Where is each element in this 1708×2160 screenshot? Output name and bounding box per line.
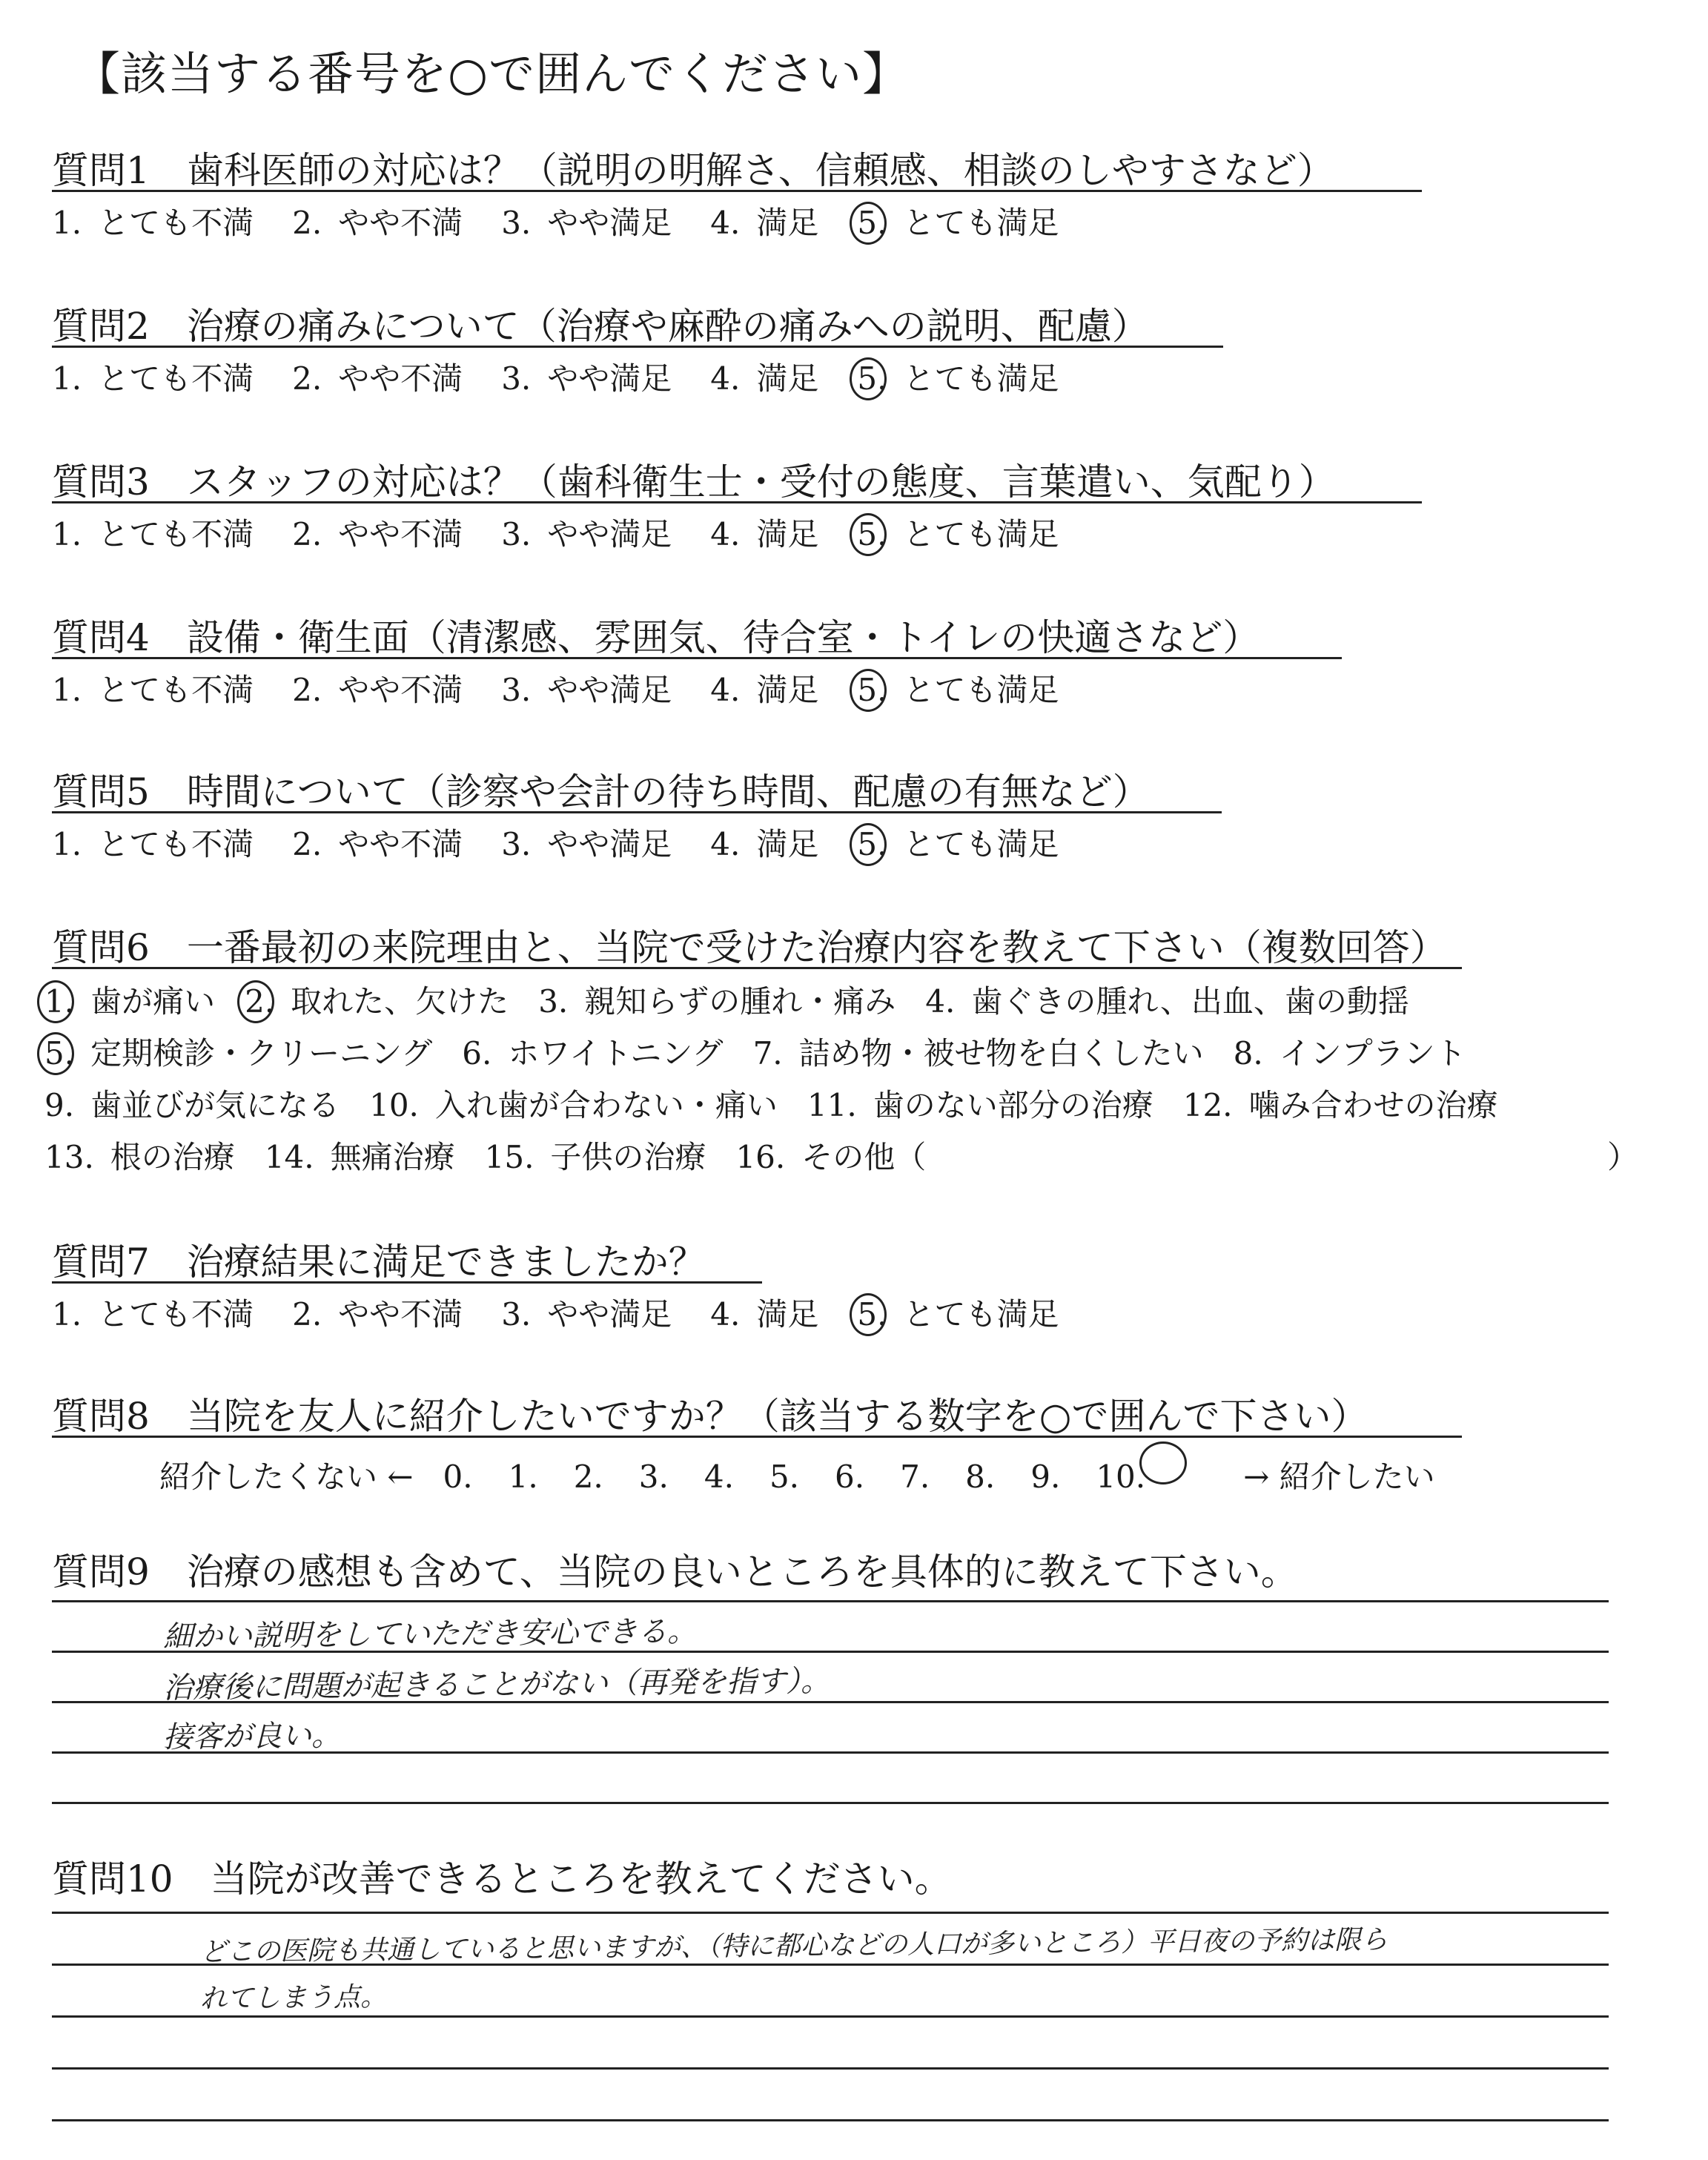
option-number: 2. <box>292 672 322 708</box>
question-3 <box>52 452 1336 506</box>
option-label: やや不満 <box>338 516 463 552</box>
option-label: とても不満 <box>98 826 254 862</box>
question-10 <box>52 1849 952 1903</box>
question-9 <box>52 1542 1298 1596</box>
option-label: 満足 <box>756 516 819 552</box>
option-item[interactable] <box>1183 1081 1498 1126</box>
question-underline <box>52 967 1462 969</box>
answer-line <box>52 2119 1609 2121</box>
option-label: 満足 <box>756 360 819 397</box>
question-number: 質問2 <box>52 305 150 348</box>
option-number: 5. <box>857 205 887 241</box>
answer-line <box>52 2015 1609 2018</box>
option-item[interactable] <box>710 666 818 710</box>
option-label: やや不満 <box>338 205 463 241</box>
option-item[interactable] <box>857 354 1059 399</box>
option-label: とても満足 <box>903 360 1059 397</box>
q8-scale <box>159 1444 1435 1497</box>
scale-number[interactable]: 7. <box>900 1459 930 1495</box>
option-item[interactable] <box>44 977 215 1022</box>
option-number: 15. <box>484 1139 534 1175</box>
question-7 <box>52 1232 706 1286</box>
option-label: インプラント <box>1279 1035 1466 1071</box>
q1-options <box>52 199 1097 243</box>
option-label: 歯が痛い <box>90 983 216 1020</box>
selection-circle-icon <box>37 980 74 1023</box>
option-number: 4. <box>710 516 741 552</box>
handwritten-answer: れてしまう点。 <box>199 1981 388 2015</box>
option-item[interactable] <box>710 820 818 865</box>
option-number: 1. <box>52 516 82 552</box>
option-label: ホワイトニング <box>508 1035 724 1071</box>
question-text: 設備・衛生面（清潔感、雰囲気、待合室・トイレの快適さなど） <box>186 616 1260 659</box>
scale-right-label: → 紹介したい <box>1243 1459 1435 1495</box>
question-text: スタッフの対応は？（歯科衛生士・受付の態度、言葉遣い、気配り） <box>186 460 1336 503</box>
option-label: やや満足 <box>547 516 672 552</box>
option-item[interactable] <box>44 1081 340 1126</box>
scale-number[interactable]: 3. <box>638 1459 669 1495</box>
option-number: 1. <box>52 672 82 708</box>
question-number: 質問6 <box>52 926 150 969</box>
selection-circle-icon <box>850 1293 887 1336</box>
question-8 <box>52 1387 1368 1440</box>
selection-circle-icon <box>850 513 887 556</box>
option-number: 1. <box>52 1296 82 1332</box>
question-text: 治療結果に満足できましたか？ <box>186 1241 706 1284</box>
option-number: 2. <box>292 516 322 552</box>
option-item[interactable] <box>52 199 254 243</box>
option-number: 12. <box>1182 1087 1233 1123</box>
option-item[interactable] <box>807 1081 1153 1126</box>
option-number: 3. <box>501 826 532 862</box>
answer-line <box>52 1912 1609 1914</box>
option-item[interactable] <box>857 820 1059 865</box>
selection-circle-icon <box>850 823 887 866</box>
option-item[interactable] <box>925 977 1409 1022</box>
option-item[interactable] <box>292 666 463 710</box>
option-item[interactable] <box>52 354 254 399</box>
option-number: 1. <box>52 205 82 241</box>
option-label: とても不満 <box>98 360 254 397</box>
option-label: とても満足 <box>903 205 1059 241</box>
option-label: とても不満 <box>98 672 254 708</box>
option-number: 9. <box>44 1087 75 1123</box>
option-number: 4. <box>925 983 956 1020</box>
option-label: 満足 <box>756 205 819 241</box>
handwritten-answer: 接客が良い。 <box>162 1718 342 1755</box>
q6-row-1 <box>44 977 1439 1022</box>
option-item[interactable] <box>501 354 672 399</box>
option-number: 10. <box>369 1087 419 1123</box>
scale-number[interactable]: 1. <box>508 1459 538 1495</box>
q3-options <box>52 510 1097 555</box>
option-label: 歯並びが気になる <box>90 1087 340 1123</box>
question-6 <box>52 918 1447 971</box>
option-item[interactable] <box>44 1133 235 1178</box>
option-label: やや満足 <box>547 1296 672 1332</box>
option-label: やや不満 <box>338 1296 463 1332</box>
option-label: 親知らずの腫れ・痛み <box>584 983 896 1020</box>
option-number: 2. <box>292 826 322 862</box>
option-number: 5. <box>857 516 887 552</box>
option-item[interactable] <box>292 820 463 865</box>
selection-circle-icon <box>850 357 887 400</box>
option-number: 7. <box>752 1035 783 1071</box>
option-number: 11. <box>807 1087 857 1123</box>
option-number: 3. <box>501 516 532 552</box>
option-item[interactable] <box>44 1029 432 1074</box>
question-number: 質問9 <box>52 1550 150 1593</box>
option-item[interactable] <box>1234 1029 1466 1074</box>
option-number: 8. <box>1233 1035 1263 1071</box>
scale-number[interactable]: 2. <box>573 1459 603 1495</box>
option-item[interactable] <box>735 1133 926 1178</box>
option-item[interactable] <box>52 510 254 555</box>
selection-circle-icon <box>1139 1441 1187 1484</box>
handwritten-answer: 細かい説明をしていただき安心できる。 <box>162 1614 698 1654</box>
question-text: 当院を友人に紹介したいですか？（該当する数字を○で囲んで下さい） <box>186 1395 1368 1438</box>
q7-options <box>52 1290 1097 1335</box>
question-number: 質問3 <box>52 460 150 503</box>
question-underline <box>52 346 1223 348</box>
answer-line <box>52 1802 1609 1804</box>
option-item[interactable] <box>265 1133 455 1178</box>
question-4 <box>52 608 1260 661</box>
handwritten-answer: 治療後に問題が起きることがない（再発を指す）。 <box>162 1664 831 1705</box>
scale-number[interactable]: 4. <box>704 1459 734 1495</box>
option-item[interactable] <box>753 1029 1204 1074</box>
question-number: 質問4 <box>52 616 150 659</box>
q5-options <box>52 820 1097 865</box>
option-label: 入れ歯が合わない・痛い <box>434 1087 778 1123</box>
question-number: 質問10 <box>52 1857 173 1900</box>
option-number: 13. <box>44 1139 94 1175</box>
option-item[interactable] <box>292 199 463 243</box>
q6-row-2 <box>44 1029 1496 1074</box>
option-label: 無痛治療 <box>330 1139 455 1175</box>
option-number: 3. <box>538 983 569 1020</box>
option-label: 歯ぐきの腫れ、出血、歯の動揺 <box>971 983 1409 1020</box>
q2-options <box>52 354 1097 399</box>
question-text: 一番最初の来院理由と、当院で受けた治療内容を教えて下さい（複数回答） <box>186 926 1447 969</box>
question-underline <box>52 811 1222 813</box>
scale-number[interactable]: 0. <box>443 1459 473 1495</box>
option-item[interactable] <box>710 354 818 399</box>
option-item[interactable] <box>857 666 1059 710</box>
option-number: 1. <box>52 360 82 397</box>
option-number: 14. <box>264 1139 314 1175</box>
option-label: 定期検診・クリーニング <box>90 1035 433 1071</box>
option-label: とても不満 <box>98 516 254 552</box>
scale-number[interactable]: 9. <box>1030 1459 1061 1495</box>
option-number: 4. <box>710 672 741 708</box>
option-label: とても満足 <box>903 1296 1059 1332</box>
handwritten-answer: どこの医院も共通していると思いますが、（特に都心などの人口が多いところ）平日夜の予約は限ら <box>199 1924 1388 1968</box>
scale-number[interactable]: 6. <box>835 1459 865 1495</box>
page-title: 【該当する番号を○で囲んでください】 <box>74 47 910 101</box>
question-number: 質問8 <box>52 1395 150 1438</box>
selection-circle-icon <box>850 202 887 245</box>
question-5 <box>52 762 1150 816</box>
answer-line <box>52 2067 1609 2070</box>
option-number: 16. <box>735 1139 786 1175</box>
option-number: 2. <box>292 360 322 397</box>
scale-number[interactable]: 10. <box>1096 1444 1193 1495</box>
selection-circle-icon <box>37 1032 74 1075</box>
option-item[interactable] <box>710 199 818 243</box>
question-1 <box>52 141 1334 194</box>
option-label: 歯のない部分の治療 <box>873 1087 1153 1123</box>
q6-row-4 <box>44 1133 956 1178</box>
option-number: 1. <box>44 983 74 1020</box>
option-number: 3. <box>501 672 532 708</box>
option-label: 満足 <box>756 826 819 862</box>
option-item[interactable] <box>52 1290 254 1335</box>
option-label: やや満足 <box>547 672 672 708</box>
scale-number[interactable]: 8. <box>965 1459 996 1495</box>
option-item[interactable] <box>501 820 672 865</box>
option-number: 2. <box>292 1296 322 1332</box>
question-text: 治療の痛みについて（治療や麻酔の痛みへの説明、配慮） <box>186 305 1149 348</box>
option-number: 2. <box>245 983 274 1020</box>
q6-row-3 <box>44 1081 1528 1126</box>
scale-number[interactable]: 5. <box>769 1459 800 1495</box>
question-text: 当院が改善できるところを教えてください。 <box>210 1857 952 1900</box>
option-label: やや不満 <box>338 826 463 862</box>
option-item[interactable] <box>245 977 509 1022</box>
option-number: 5. <box>857 1296 887 1332</box>
selection-circle-icon <box>850 669 887 712</box>
option-number: 4. <box>710 1296 741 1332</box>
option-number: 5. <box>857 826 887 862</box>
option-label: とても満足 <box>903 826 1059 862</box>
option-number: 4. <box>710 826 741 862</box>
option-item[interactable] <box>857 510 1059 555</box>
scale-left-label: 紹介したくない ← <box>159 1459 414 1495</box>
option-label: とても不満 <box>98 205 254 241</box>
question-underline <box>52 501 1422 503</box>
question-underline <box>52 1281 762 1284</box>
option-item[interactable] <box>292 354 463 399</box>
option-item[interactable] <box>52 820 254 865</box>
option-label: やや不満 <box>338 672 463 708</box>
option-number: 2. <box>292 205 322 241</box>
option-number: 4. <box>710 205 741 241</box>
option-number: 5. <box>44 1035 74 1071</box>
option-label: 詰め物・被せ物を白くしたい <box>798 1035 1204 1071</box>
option-item[interactable] <box>462 1029 723 1074</box>
question-2 <box>52 297 1149 350</box>
option-number: 3. <box>501 1296 532 1332</box>
option-number: 1. <box>52 826 82 862</box>
option-item[interactable] <box>538 977 896 1022</box>
option-label: その他（ <box>801 1139 927 1175</box>
question-text: 時間について（診察や会計の待ち時間、配慮の有無など） <box>186 770 1150 813</box>
question-number: 質問7 <box>52 1241 150 1284</box>
option-label: とても不満 <box>98 1296 254 1332</box>
option-label: 満足 <box>756 672 819 708</box>
option-number: 5. <box>857 360 887 397</box>
option-label: やや不満 <box>338 360 463 397</box>
q6-other-close-paren: ） <box>1607 1139 1639 1175</box>
option-label: 取れた、欠けた <box>291 983 509 1020</box>
option-label: 子供の治療 <box>550 1139 706 1175</box>
option-label: やや満足 <box>547 360 672 397</box>
option-item[interactable] <box>501 666 672 710</box>
option-item[interactable] <box>292 1290 463 1335</box>
option-item[interactable] <box>485 1133 706 1178</box>
option-label: とても満足 <box>903 672 1059 708</box>
option-item[interactable] <box>52 666 254 710</box>
selection-circle-icon <box>237 980 274 1023</box>
option-number: 4. <box>710 360 741 397</box>
question-number: 質問1 <box>52 149 150 192</box>
option-label: やや満足 <box>547 826 672 862</box>
option-item[interactable] <box>369 1081 778 1126</box>
option-number: 6. <box>462 1035 492 1071</box>
option-item[interactable] <box>857 1290 1059 1335</box>
option-item[interactable] <box>710 510 818 555</box>
question-underline <box>52 657 1342 659</box>
option-label: とても満足 <box>903 516 1059 552</box>
answer-line <box>52 1600 1609 1602</box>
option-item[interactable] <box>501 510 672 555</box>
option-label: やや満足 <box>547 205 672 241</box>
question-number: 質問5 <box>52 770 150 813</box>
question-text: 治療の感想も含めて、当院の良いところを具体的に教えて下さい。 <box>186 1550 1298 1593</box>
option-item[interactable] <box>501 199 672 243</box>
option-item[interactable] <box>501 1290 672 1335</box>
option-label: 根の治療 <box>110 1139 235 1175</box>
question-underline <box>52 1436 1462 1438</box>
option-number: 5. <box>857 672 887 708</box>
option-number: 3. <box>501 360 532 397</box>
q4-options <box>52 666 1097 710</box>
question-underline <box>52 190 1422 192</box>
option-item[interactable] <box>710 1290 818 1335</box>
option-label: 満足 <box>756 1296 819 1332</box>
option-number: 3. <box>501 205 532 241</box>
option-label: 噛み合わせの治療 <box>1248 1087 1498 1123</box>
option-item[interactable] <box>857 199 1059 243</box>
question-text: 歯科医師の対応は？（説明の明解さ、信頼感、相談のしやすさなど） <box>186 149 1334 192</box>
option-item[interactable] <box>292 510 463 555</box>
